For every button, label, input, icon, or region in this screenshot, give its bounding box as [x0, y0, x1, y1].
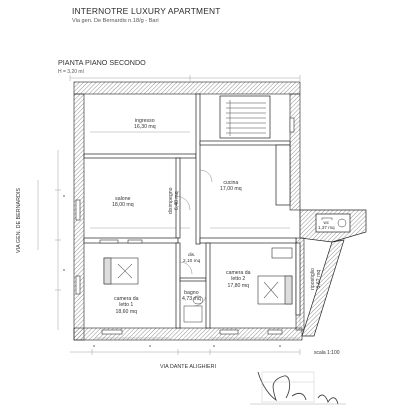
room-area: 4,73 mq	[182, 296, 201, 303]
room-area: 18,60 mq	[115, 308, 138, 315]
room-name: bagno	[184, 290, 199, 296]
room-area: 17,80 mq	[227, 282, 250, 289]
room-name: disimpegno	[168, 187, 174, 214]
slanted-wall	[302, 240, 344, 336]
bed-camera-1	[104, 258, 138, 284]
room-area: 1,37 mq	[318, 225, 335, 231]
room-ingresso	[134, 118, 156, 131]
room-camera-2	[226, 270, 251, 289]
room-name-line2: letto 2	[231, 276, 246, 283]
room-area: 16,30 mq	[134, 124, 156, 131]
room-salone	[112, 196, 134, 209]
room-name: salone	[115, 196, 131, 202]
room-name-line1: camera da	[226, 270, 251, 276]
room-area: 2,10 mq	[183, 259, 201, 265]
room-area: 17,00 mq	[220, 186, 242, 193]
room-camera-1	[114, 296, 139, 315]
room-area: 6,40 mq	[174, 191, 181, 211]
scale-label: scala 1:100	[314, 350, 340, 356]
room-name: dis.	[187, 253, 196, 258]
room-ripostiglio	[310, 268, 323, 290]
room-dis	[183, 253, 200, 266]
room-area: 18,00 mq	[112, 202, 134, 209]
apartment-address: Via gen. De Bernardis n.18/g - Bari	[72, 18, 159, 24]
room-area: 1,62 mq	[316, 269, 323, 289]
room-bagno	[182, 290, 201, 303]
stamp-outline	[262, 372, 314, 402]
room-cucina	[220, 180, 242, 193]
street-bottom-label: VIA DANTE ALIGHIERI	[160, 364, 217, 370]
room-name: ripostiglio	[310, 268, 316, 290]
room-name-line1: camera da	[114, 296, 139, 302]
plan-title: PIANTA PIANO SECONDO	[58, 58, 146, 67]
room-name: cucina	[223, 180, 239, 186]
room-disimpegno	[168, 187, 181, 214]
room-name: ingresso	[135, 118, 155, 124]
room-name-line2: letto 1	[119, 302, 134, 309]
bed-camera-2	[258, 248, 292, 304]
plan-height: H = 3,20 ml	[58, 69, 84, 75]
signature	[250, 372, 346, 404]
apartment-title: INTERNOTRE LUXURY APARTMENT	[72, 6, 221, 16]
room-name: wc	[323, 220, 330, 225]
street-left-label: VIA GEN. DE BERNARDIS	[16, 187, 22, 253]
room-wc	[318, 220, 335, 231]
